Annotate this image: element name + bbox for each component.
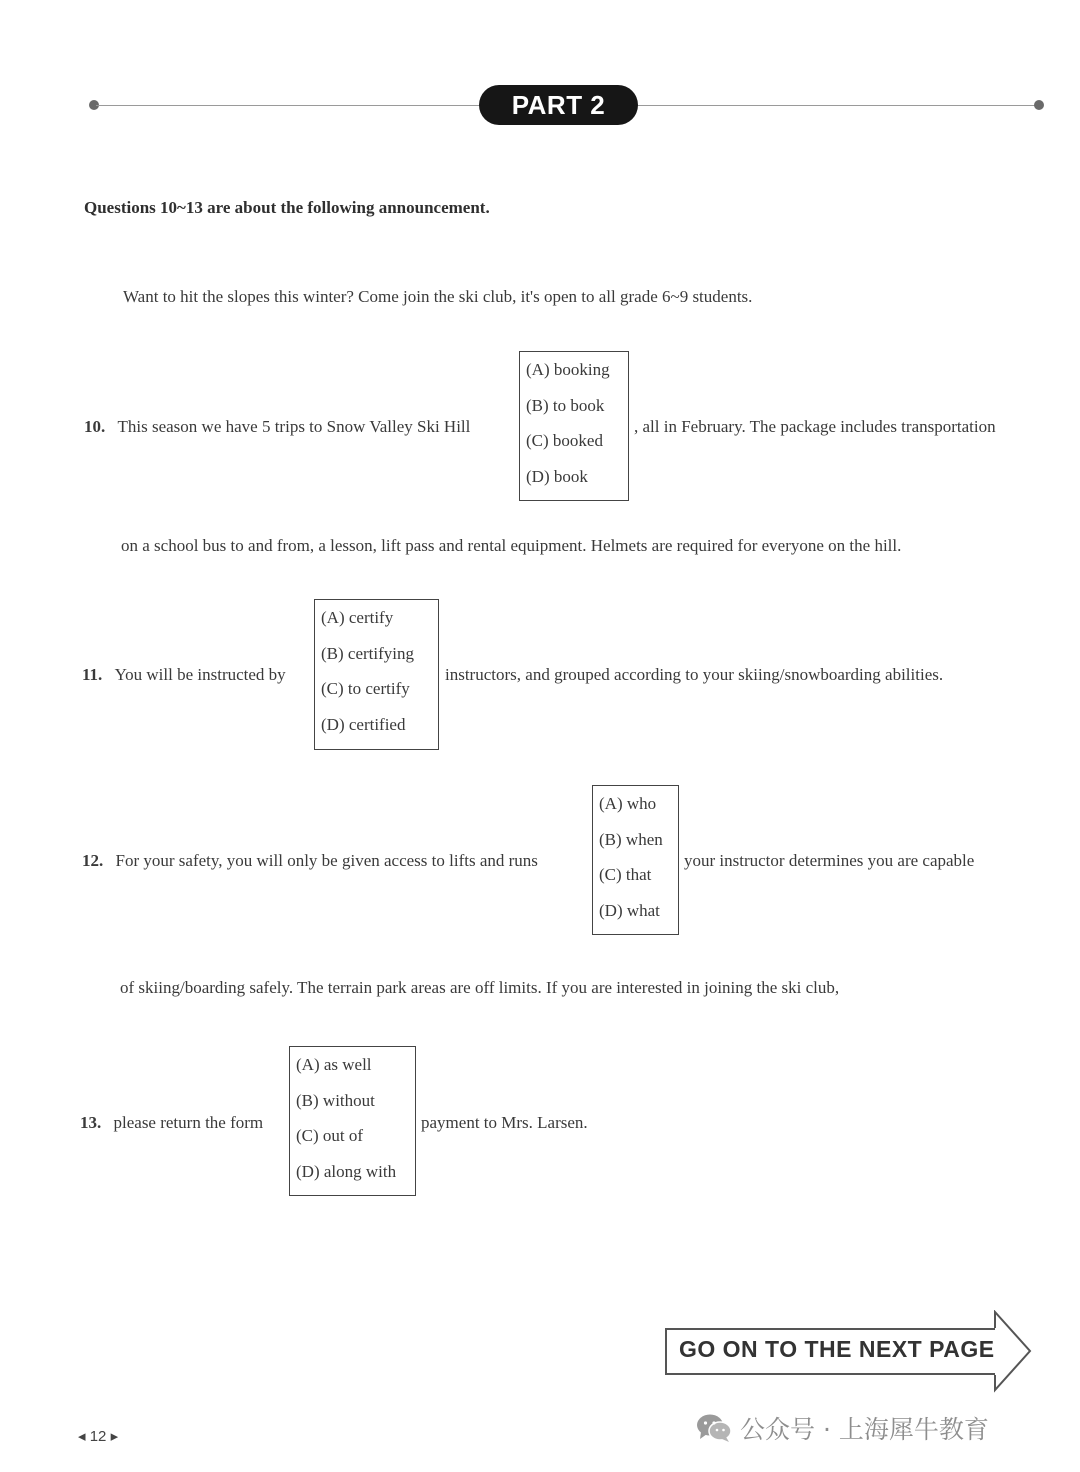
question-11-after: instructors, and grouped according to your skiing/snowboarding abilities. [445, 665, 944, 684]
option-c[interactable]: (C) out of [296, 1126, 364, 1145]
option-d[interactable]: (D) certified [321, 714, 406, 734]
page-number-value: 12 [89, 1428, 107, 1445]
header-right-dot [1034, 100, 1044, 110]
intro-paragraph: Want to hit the slopes this winter? Come join the ski club, it's open to all grade 6~9 students. [123, 287, 753, 306]
option-b[interactable]: (B) certifying [321, 643, 414, 663]
header-rule-left [96, 105, 482, 106]
option-d[interactable]: (D) what [599, 900, 660, 920]
page-right-marker: ▸ [110, 1428, 119, 1445]
question-text-before: This season we have 5 trips to Snow Valley Ski Hill [117, 417, 471, 436]
part-label: PART 2 [479, 85, 638, 125]
question-number: 10. [84, 417, 106, 436]
continuation-after-q10: on a school bus to and from, a lesson, lift pass and rental equipment. Helmets are required for everyone on the hill. [121, 536, 902, 555]
header-rule-right [636, 105, 1039, 106]
watermark [696, 1410, 989, 1446]
option-c[interactable]: (C) to certify [321, 679, 410, 698]
question-10-options [519, 351, 629, 501]
question-text-before: You will be instructed by [114, 665, 286, 684]
option-b[interactable]: (B) to book [526, 395, 605, 415]
option-a[interactable]: (A) certify [321, 608, 394, 627]
option-b[interactable]: (B) when [599, 829, 663, 849]
watermark-text: 公众号 · 上海犀牛教育 [740, 1415, 989, 1444]
question-13-options [289, 1046, 416, 1196]
page-number [78, 1427, 118, 1445]
question-10-after: , all in February. The package includes transportation [634, 417, 996, 436]
question-text-before: please return the form [113, 1113, 264, 1132]
section-instruction: Questions 10~13 are about the following announcement. [84, 198, 490, 217]
question-11-lead [82, 664, 286, 686]
page-left-marker: ◂ [78, 1428, 86, 1445]
option-d[interactable]: (D) book [526, 466, 588, 486]
wechat-icon [696, 1413, 732, 1443]
question-13-after: payment to Mrs. Larsen. [421, 1113, 588, 1132]
option-c[interactable]: (C) that [599, 865, 652, 884]
question-number: 12. [82, 851, 104, 870]
question-11-options [314, 599, 439, 750]
option-d[interactable]: (D) along with [296, 1161, 397, 1181]
question-12-options [592, 785, 679, 935]
question-number: 11. [82, 665, 103, 684]
question-10-lead [84, 416, 470, 438]
option-c[interactable]: (C) booked [526, 431, 603, 450]
option-b[interactable]: (B) without [296, 1090, 375, 1110]
question-number: 13. [80, 1113, 102, 1132]
next-page-label[interactable]: GO ON TO THE NEXT PAGE [679, 1336, 995, 1362]
option-a[interactable]: (A) as well [296, 1055, 372, 1074]
question-12-lead [82, 850, 538, 872]
continuation-after-q12: of skiing/boarding safely. The terrain park areas are off limits. If you are interested in joining the ski club, [120, 978, 840, 997]
question-13-lead [80, 1112, 263, 1134]
question-text-before: For your safety, you will only be given access to lifts and runs [115, 851, 538, 870]
option-a[interactable]: (A) who [599, 794, 657, 813]
option-a[interactable]: (A) booking [526, 360, 610, 379]
question-12-after: your instructor determines you are capable [684, 851, 975, 870]
